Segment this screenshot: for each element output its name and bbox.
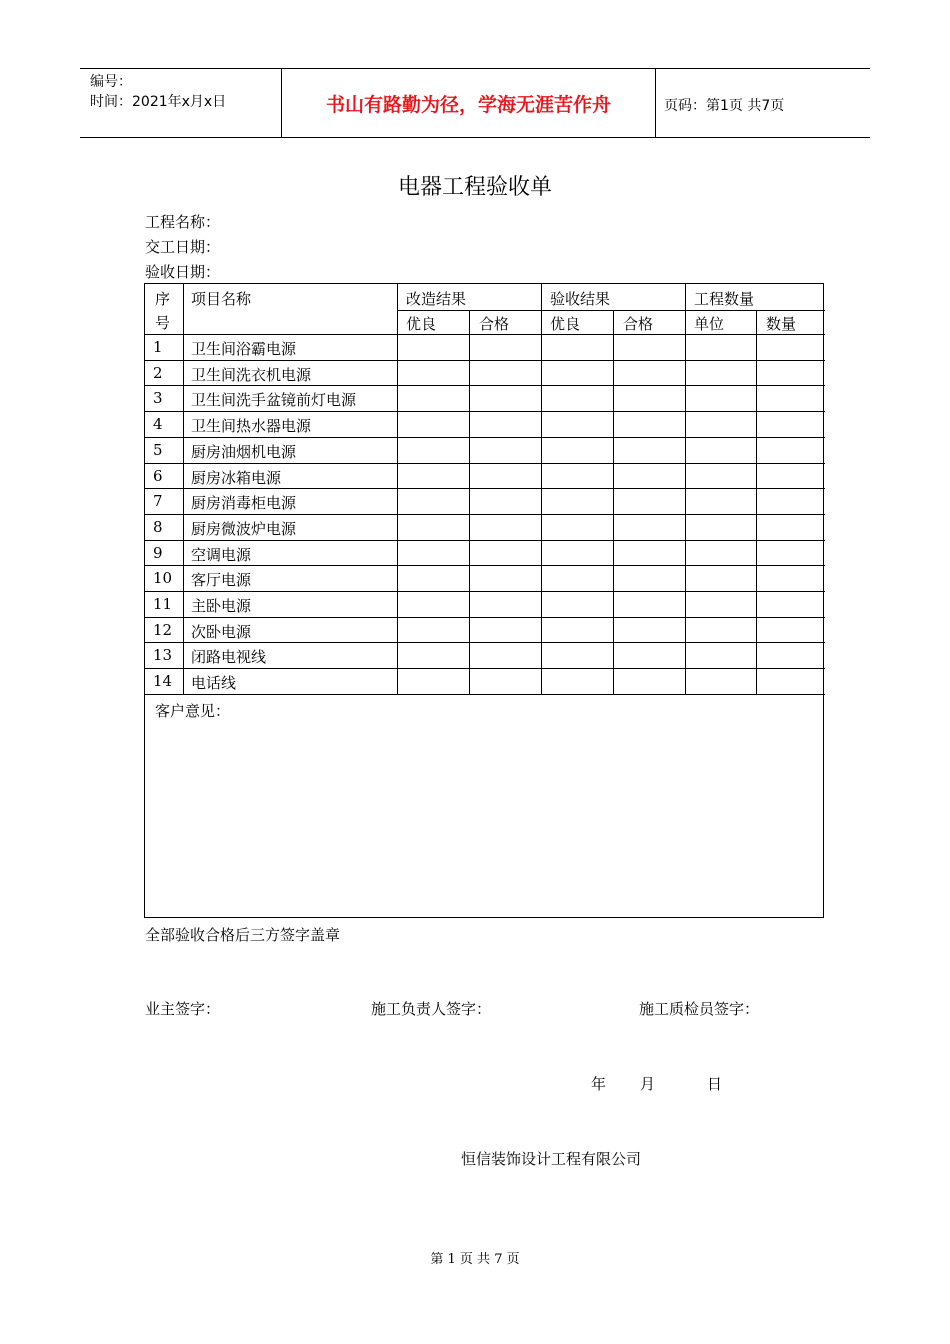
sub-renovation-qualified: 合格 — [479, 315, 510, 333]
document-title: 电器工程验收单 — [397, 175, 552, 200]
date-day-label: 日 — [707, 1075, 723, 1093]
row-divider — [145, 694, 825, 695]
row-item-name: 空调电源 — [191, 545, 252, 564]
row-divider — [145, 668, 825, 669]
company-name: 恒信装饰设计工程有限公司 — [461, 1150, 642, 1168]
sub-acceptance-excellent: 优良 — [550, 315, 581, 333]
row-number: 2 — [153, 363, 163, 382]
col-item-name: 项目名称 — [191, 290, 252, 308]
page-footer: 第 1 页 共 7 页 — [430, 1252, 520, 1267]
owner-signature-label: 业主签字： — [145, 1000, 221, 1018]
row-item-name: 厨房冰箱电源 — [191, 468, 282, 487]
row-item-name: 次卧电源 — [191, 622, 252, 641]
row-divider — [145, 437, 825, 438]
row-divider — [145, 591, 825, 592]
row-divider — [145, 642, 825, 643]
row-item-name: 厨房油烟机电源 — [191, 442, 297, 461]
group-project-quantity: 工程数量 — [694, 290, 755, 308]
row-number: 4 — [153, 415, 163, 434]
sub-quantity-unit: 单位 — [694, 315, 725, 333]
header-meta — [80, 69, 281, 137]
sub-acceptance-qualified: 合格 — [623, 315, 654, 333]
quality-inspector-signature-label: 施工质检员签字： — [639, 1000, 760, 1018]
row-item-name: 客厅电源 — [191, 571, 252, 590]
row-divider — [145, 540, 825, 541]
row-number: 11 — [153, 595, 173, 613]
header-page-info: 页码：第1页 共7页 — [664, 98, 785, 114]
row-divider — [145, 617, 825, 618]
col-seq-bottom: 号 — [155, 314, 171, 332]
row-divider — [145, 463, 825, 464]
row-divider — [145, 565, 825, 566]
row-divider — [145, 514, 825, 515]
row-item-name: 卫生间洗手盆镜前灯电源 — [191, 391, 357, 410]
row-item-name: 卫生间热水器电源 — [191, 417, 312, 436]
row-item-name: 主卧电源 — [191, 597, 252, 615]
row-number: 14 — [153, 672, 173, 691]
sub-quantity-amount: 数量 — [766, 315, 797, 333]
row-number: 12 — [153, 620, 173, 639]
construction-lead-signature-label: 施工负责人签字： — [371, 1000, 492, 1018]
customer-opinion-label: 客户意见： — [155, 702, 231, 720]
group-renovation-result: 改造结果 — [406, 290, 467, 308]
acceptance-date-label: 验收日期： — [145, 263, 221, 281]
row-divider — [145, 385, 825, 386]
number-label: 编号： — [90, 74, 132, 90]
row-number: 1 — [153, 338, 163, 356]
row-number: 13 — [153, 646, 173, 665]
group-acceptance-result: 验收结果 — [550, 290, 611, 308]
row-item-name: 卫生间洗衣机电源 — [191, 365, 312, 384]
row-item-name: 厨房消毒柜电源 — [191, 494, 297, 513]
delivery-date-label: 交工日期： — [145, 238, 221, 256]
row-number: 8 — [153, 517, 163, 536]
acceptance-table — [144, 283, 824, 918]
time-label: 时间：2021年x月x日 — [90, 94, 227, 110]
row-item-name: 闭路电视线 — [191, 648, 267, 667]
col-seq-top: 序 — [155, 290, 171, 308]
row-item-name: 厨房微波炉电源 — [191, 519, 297, 538]
row-number: 5 — [153, 440, 163, 459]
row-number: 7 — [153, 492, 163, 511]
row-divider — [145, 411, 825, 412]
row-divider — [145, 488, 825, 489]
page-header — [80, 68, 870, 138]
row-item-name: 电话线 — [191, 674, 237, 693]
row-number: 9 — [153, 543, 163, 562]
row-item-name: 卫生间浴霸电源 — [191, 340, 297, 358]
row-number: 6 — [153, 466, 163, 485]
signature-note: 全部验收合格后三方签字盖章 — [145, 926, 341, 944]
row-number: 3 — [153, 389, 163, 408]
row-divider — [145, 360, 825, 361]
date-year-label: 年 — [591, 1075, 607, 1093]
project-name-label: 工程名称： — [145, 213, 221, 231]
row-number: 10 — [153, 569, 173, 588]
sub-renovation-excellent: 优良 — [406, 315, 437, 333]
header-motto: 书山有路勤为径，学海无涯苦作舟 — [281, 69, 656, 137]
date-month-label: 月 — [640, 1075, 656, 1093]
